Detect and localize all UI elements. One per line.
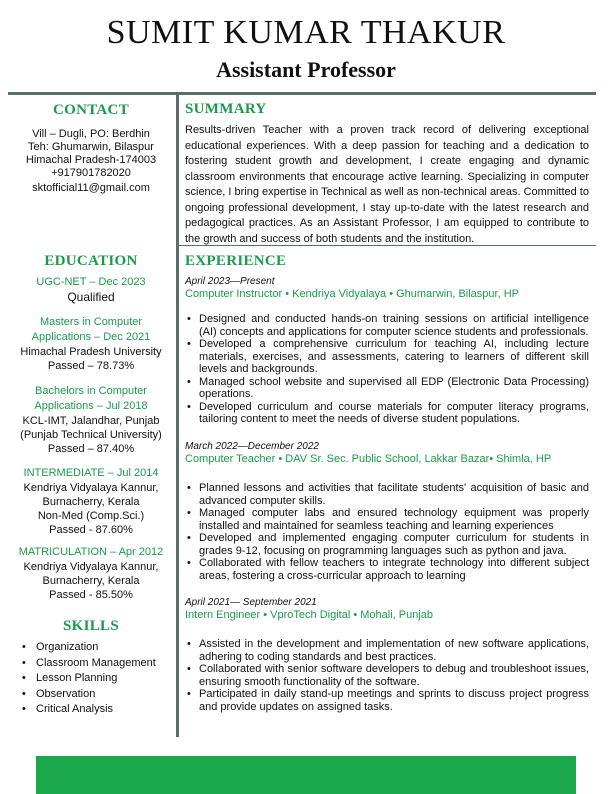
job-bullets — [185, 482, 589, 582]
skill-item: • Classroom Management — [22, 656, 172, 672]
job-bullet: • Assisted in the development and implementation of new software applications, adhering to coding standards and best practices. — [185, 638, 589, 663]
job-date: March 2022—December 2022 — [185, 441, 319, 452]
job-bullet: • Developed a comprehensive curriculum for teaching AI, including lecture materials, exercises, and assessments, catering to learners of different skill levels and backgrounds. — [185, 338, 589, 376]
candidate-name: SUMIT KUMAR THAKUR — [106, 14, 506, 51]
job-bullet: • Developed and implemented engaging computer curriculum for students in grades 9-12, focusing on programming languages such as python and java. — [185, 532, 589, 557]
footer-bar — [36, 756, 576, 794]
education-item-title: Masters in Computer — [39, 316, 143, 328]
job-title: Intern Engineer • VproTech Digital • Mohali, Punjab — [185, 609, 434, 621]
education-item-line: Kendriya Vidyalaya Kannur, — [23, 482, 159, 494]
education-item-line: Passed - 87.60% — [49, 524, 133, 536]
education-item-title: UGC-NET – Dec 2023 — [36, 276, 146, 288]
education-item-title: Bachelors in Computer — [35, 385, 147, 397]
education-item-title: Applications – Jul 2018 — [34, 400, 148, 412]
education-item-title: Applications – Dec 2021 — [31, 331, 151, 343]
education-item-line: Burnacherry, Kerala — [42, 575, 140, 587]
job-title: Computer Teacher • DAV Sr. Sec. Public School, Lakkar Bazar• Shimla, HP — [185, 453, 552, 465]
job-bullet: • Participated in daily stand-up meetings and sprints to discuss project progress and provide updates on assigned tasks. — [185, 688, 589, 713]
column-divider — [176, 95, 179, 737]
skills-heading: SKILLS — [63, 618, 119, 634]
education-item-line: Qualified — [67, 290, 115, 304]
education-item-line: Burnacherry, Kerala — [42, 496, 140, 508]
job-bullet: • Managed school website and supervised all EDP (Electronic Data Processing) operations. — [185, 376, 589, 401]
summary-heading: SUMMARY — [185, 101, 267, 117]
education-item-title: MATRICULATION – Apr 2012 — [18, 546, 164, 558]
education-item — [8, 275, 174, 304]
header-divider — [8, 92, 596, 95]
education-item-line: Passed - 85.50% — [49, 589, 133, 601]
summary-text: Results-driven Teacher with a proven track record of delivering exceptional educational experiences. With a deep passion for teaching and a dedication to fostering student growth and development, I create engaging and dynamic classroom environments that encourage active learning. Specializing in computer science, I bring expertise in Technical as well as non-technical areas. Committed to ongoing professional development, I stay up-to-date with the latest research and pedagogical practices. As an Assistant Professor, I am equipped to contribute to the growth and success of both students and the institution. — [185, 124, 589, 245]
job-bullet: • Collaborated with fellow teachers to integrate technology into different subject areas, fostering a cross-curricular approach to learning — [185, 557, 589, 582]
job-bullets — [185, 638, 589, 713]
job-bullet: • Planned lessons and activities that facilitate students' acquisition of basic and advanced computer skills. — [185, 482, 589, 507]
job-bullet: • Collaborated with senior software developers to debug and troubleshoot issues, ensuring smooth functionality of the software. — [185, 663, 589, 688]
contact-block — [8, 128, 174, 195]
skill-item: • Critical Analysis — [22, 702, 172, 718]
job-title: Computer Instructor • Kendriya Vidyalaya • Ghumarwin, Bilaspur, HP — [185, 288, 519, 300]
contact-address-line-2: Teh: Ghumarwin, Bilaspur — [28, 141, 154, 153]
candidate-role: Assistant Professor — [216, 57, 396, 82]
education-item — [8, 545, 174, 602]
contact-address-line-3: Himachal Pradesh-174003 — [25, 154, 157, 166]
education-item-line: Non-Med (Comp.Sci.) — [37, 510, 145, 522]
education-item-title: INTERMEDIATE – Jul 2014 — [23, 467, 159, 479]
education-item-line: Kendriya Vidyalaya Kannur, — [23, 561, 159, 573]
education-item — [8, 384, 174, 456]
contact-phone: +917901782020 — [51, 167, 131, 179]
education-item-line: Passed – 87.40% — [47, 443, 135, 455]
job-bullets — [185, 313, 589, 426]
contact-heading: CONTACT — [53, 102, 129, 118]
job-bullet: • Developed curriculum and course materials for computer literacy programs, tailoring content to meet the needs of diverse student populations. — [185, 401, 589, 426]
education-item-line: Passed – 78.73% — [47, 360, 135, 372]
education-item-line: KCL-IMT, Jalandhar, Punjab — [22, 415, 160, 427]
experience-heading: EXPERIENCE — [185, 253, 287, 269]
job-date: April 2021— September 2021 — [185, 597, 317, 608]
education-heading: EDUCATION — [44, 253, 138, 269]
skill-item: • Lesson Planning — [22, 671, 172, 687]
skill-item: • Observation — [22, 687, 172, 703]
job-bullet: • Designed and conducted hands-on training sessions on artificial intelligence (AI) concepts and applications for computer science students and professionals. — [185, 313, 589, 338]
job-date: April 2023—Present — [185, 276, 275, 287]
education-item — [8, 315, 174, 373]
skills-list — [22, 640, 172, 718]
skill-item: • Organization — [22, 640, 172, 656]
contact-address-line-1: Vill – Dugli, PO: Berdhin — [32, 128, 150, 140]
education-item — [8, 466, 174, 537]
education-item-line: (Punjab Technical University) — [20, 429, 162, 441]
contact-email[interactable]: sktofficial11@gmail.com — [32, 182, 150, 194]
job-bullet: • Managed computer labs and ensured technology equipment was properly installed and maintained for seamless teaching and learning experiences — [185, 507, 589, 532]
education-item-line: Himachal Pradesh University — [20, 346, 162, 358]
